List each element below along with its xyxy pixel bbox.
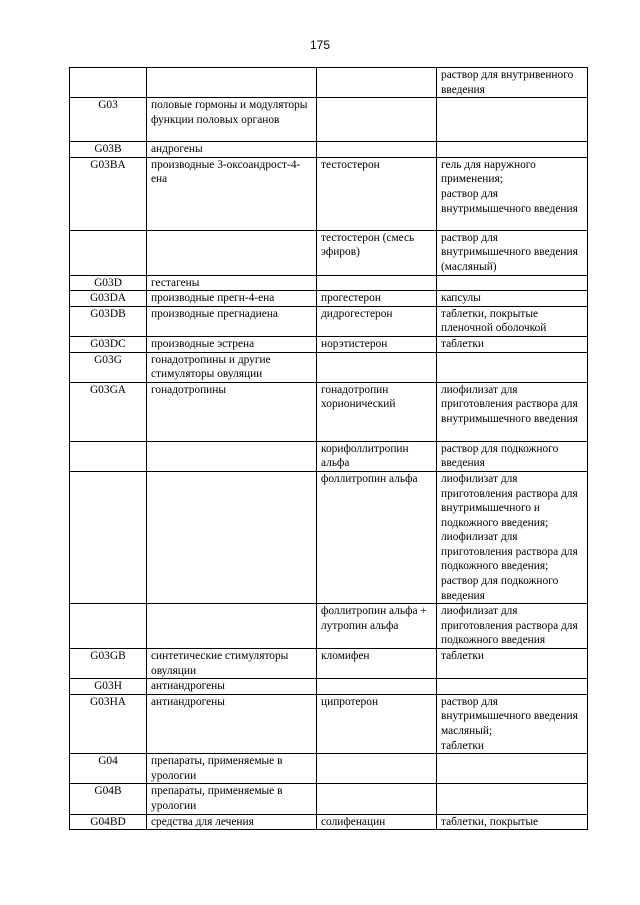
anatomical-group-cell: гонадотропины [147,382,317,441]
table-row [70,471,588,603]
table-row [70,291,588,307]
table-row [70,441,588,471]
table-row [70,604,588,649]
atc-code-cell: G03DA [70,291,147,307]
dosage-form-cell: раствор для внутримышечного введения (масляный) [437,230,588,275]
table-row [70,275,588,291]
table-row [70,352,588,382]
anatomical-group-cell: препараты, применяемые в урологии [147,754,317,784]
table-row [70,649,588,679]
atc-code-cell: G03DB [70,306,147,336]
anatomical-group-cell: антиандрогены [147,694,317,753]
dosage-form-cell [437,98,588,142]
anatomical-group-cell: половые гормоны и модуляторы функции половых органов [147,98,317,142]
drug-name-cell: тестостерон [317,157,437,230]
anatomical-group-cell: гестагены [147,275,317,291]
drug-name-cell [317,68,437,98]
anatomical-group-cell [147,68,317,98]
atc-code-cell [70,604,147,649]
dosage-form-cell [437,275,588,291]
atc-code-cell: G03B [70,142,147,158]
atc-code-cell: G04BD [70,814,147,830]
anatomical-group-cell [147,471,317,603]
table-row [70,382,588,441]
table-row [70,157,588,230]
anatomical-group-cell: производные эстрена [147,336,317,352]
drug-name-cell [317,275,437,291]
drug-name-cell [317,98,437,142]
anatomical-group-cell [147,230,317,275]
table-row [70,814,588,830]
atc-code-cell: G03HA [70,694,147,753]
atc-code-cell: G03BA [70,157,147,230]
atc-code-cell: G03G [70,352,147,382]
anatomical-group-cell: антиандрогены [147,679,317,695]
atc-code-cell: G03GA [70,382,147,441]
dosage-form-cell [437,754,588,784]
dosage-form-cell: лиофилизат для приготовления раствора для внутримышечного и подкожного введения; лиофилизат для приготовления раствора для подкожного введения; раствор для подкожного введения [437,471,588,603]
atc-code-cell [70,471,147,603]
table-row [70,679,588,695]
drug-name-cell: гонадотропин хорионический [317,382,437,441]
table-row [70,98,588,142]
table-row [70,142,588,158]
drug-name-cell: солифенацин [317,814,437,830]
drug-name-cell: кломифен [317,649,437,679]
anatomical-group-cell: гонадотропины и другие стимуляторы овуляции [147,352,317,382]
atc-code-cell: G03D [70,275,147,291]
anatomical-group-cell: средства для лечения [147,814,317,830]
dosage-form-cell: таблетки, покрытые [437,814,588,830]
drug-name-cell: тестостерон (смесь эфиров) [317,230,437,275]
atc-code-cell [70,441,147,471]
dosage-form-cell [437,352,588,382]
dosage-form-cell: лиофилизат для приготовления раствора для внутримышечного введения [437,382,588,441]
drug-name-cell: фоллитропин альфа + лутропин альфа [317,604,437,649]
anatomical-group-cell: производные прегнадиена [147,306,317,336]
atc-code-cell [70,230,147,275]
anatomical-group-cell: препараты, применяемые в урологии [147,784,317,814]
dosage-form-cell: раствор для подкожного введения [437,441,588,471]
table-row [70,694,588,753]
dosage-form-cell: таблетки, покрытые пленочной оболочкой [437,306,588,336]
anatomical-group-cell [147,604,317,649]
dosage-form-cell: раствор для внутримышечного введения масляный; таблетки [437,694,588,753]
anatomical-group-cell: андрогены [147,142,317,158]
drug-name-cell: норэтистерон [317,336,437,352]
dosage-form-cell [437,784,588,814]
drug-name-cell [317,784,437,814]
drug-classification-table [69,67,588,830]
page-number: 175 [309,38,331,52]
anatomical-group-cell: производные 3-оксоандрост-4-ена [147,157,317,230]
table-row [70,336,588,352]
dosage-form-cell: раствор для внутривенного введения [437,68,588,98]
drug-name-cell [317,142,437,158]
anatomical-group-cell: производные прегн-4-ена [147,291,317,307]
drug-name-cell [317,352,437,382]
atc-code-cell: G03 [70,98,147,142]
atc-code-cell: G03GB [70,649,147,679]
table-row [70,68,588,98]
drug-name-cell [317,754,437,784]
table-row [70,230,588,275]
anatomical-group-cell: синтетические стимуляторы овуляции [147,649,317,679]
drug-name-cell: корифоллитропин альфа [317,441,437,471]
drug-name-cell: ципротерон [317,694,437,753]
atc-code-cell: G03H [70,679,147,695]
drug-name-cell: фоллитропин альфа [317,471,437,603]
table-row [70,306,588,336]
atc-code-cell: G03DC [70,336,147,352]
table-row [70,754,588,784]
atc-code-cell [70,68,147,98]
drug-name-cell: прогестерон [317,291,437,307]
dosage-form-cell [437,142,588,158]
atc-code-cell: G04B [70,784,147,814]
dosage-form-cell: лиофилизат для приготовления раствора для подкожного введения [437,604,588,649]
dosage-form-cell: таблетки [437,649,588,679]
drug-name-cell: дидрогестерон [317,306,437,336]
drug-name-cell [317,679,437,695]
table-row [70,784,588,814]
dosage-form-cell [437,679,588,695]
dosage-form-cell: таблетки [437,336,588,352]
anatomical-group-cell [147,441,317,471]
dosage-form-cell: гель для наружного применения; раствор для внутримышечного введения [437,157,588,230]
dosage-form-cell: капсулы [437,291,588,307]
atc-code-cell: G04 [70,754,147,784]
